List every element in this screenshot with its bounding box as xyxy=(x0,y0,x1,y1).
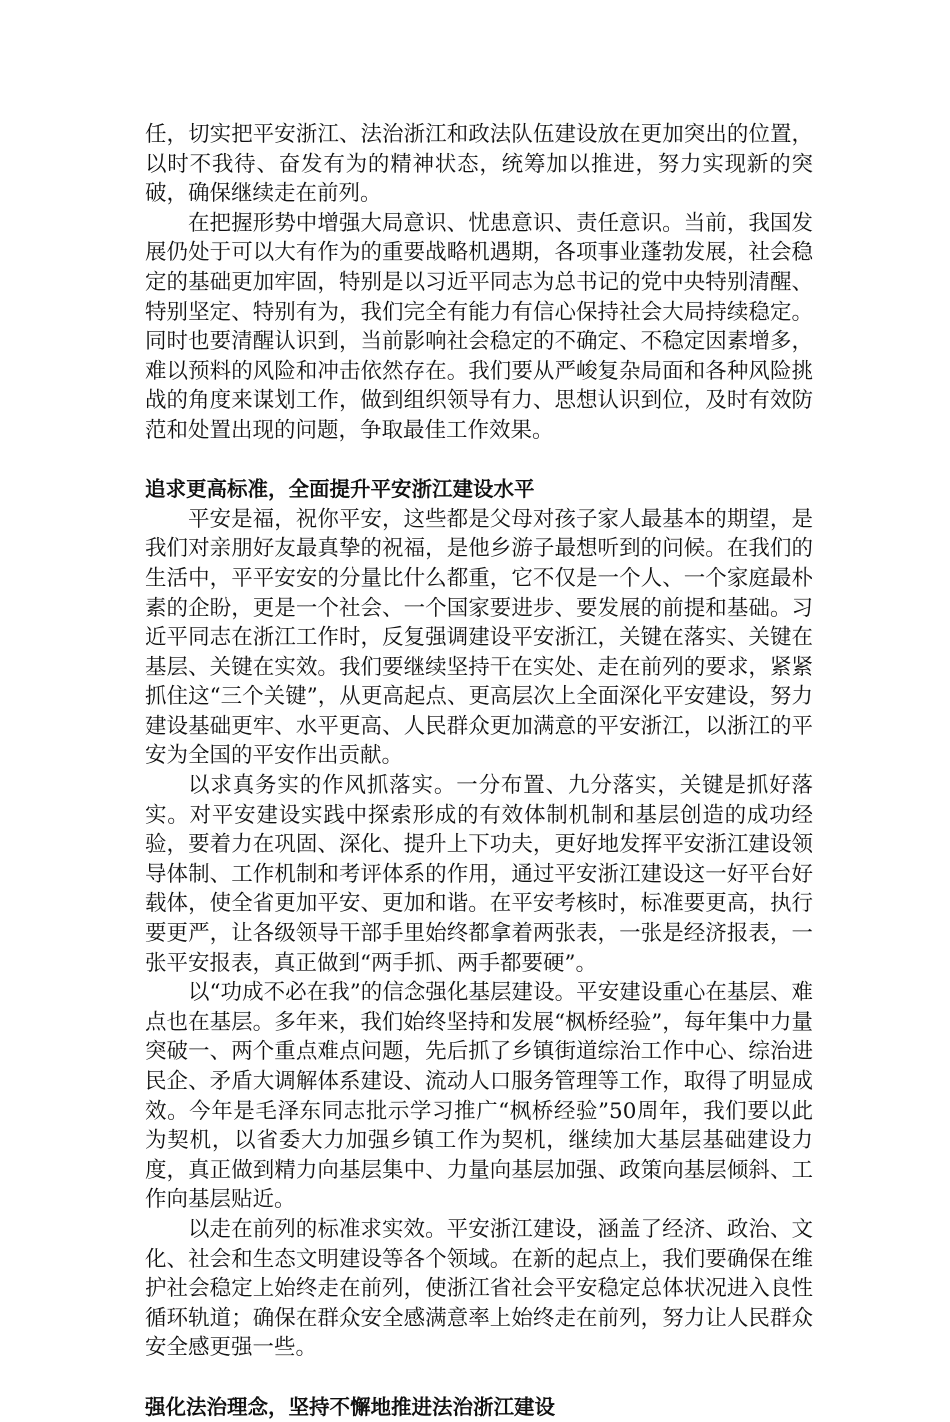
paragraph-situation-awareness: 在把握形势中增强大局意识、忧患意识、责任意识。当前，我国发展仍处于可以大有作为的重要战略机遇期，各项事业蓬勃发展，社会稳定的基础更加牢固，特别是以习近平同志为总书记的党中央特别清醒、特别坚定、特别有为，我们完全有能力有信心保持社会大局持续稳定。同时也要清醒认识到，当前影响社会稳定的不确定、不稳定因素增多，难以预料的风险和冲击依然存在。我们要从严峻复杂局面和各种风险挑战的角度来谋划工作，做到组织领导有力、思想认识到位，及时有效防范和处置出现的问题，争取最佳工作效果。 xyxy=(145,210,813,443)
document-page xyxy=(145,120,813,1422)
paragraph-implementation: 以求真务实的作风抓落实。一分布置、九分落实，关键是抓好落实。对平安建设实践中探索形成的有效体制机制和基层创造的成功经验，要着力在巩固、深化、提升上下功夫，更好地发挥平安浙江建设领导体制、工作机制和考评体系的作用，通过平安浙江建设这一好平台好载体，使全省更加平安、更加和谐。在平安考核时，标准要更高，执行要更严，让各级领导干部手里始终都拿着两张表，一张是经济报表，一张平安报表，真正做到“两手抓、两手都要硬”。 xyxy=(145,773,813,976)
section-heading-safe-zhejiang: 追求更高标准，全面提升平安浙江建设水平 xyxy=(145,477,535,502)
paragraph-grassroots: 以“功成不必在我”的信念强化基层建设。平安建设重心在基层、难点也在基层。多年来，我们始终坚持和发展“枫桥经验”，每年集中力量突破一、两个重点难点问题，先后抓了乡镇街道综治工作中心、综治进民企、矛盾大调解体系建设、流动人口服务管理等工作，取得了明显成效。今年是毛泽东同志批示学习推广“枫桥经验”50周年，我们要以此为契机，以省委大力加强乡镇工作为契机，继续加大基层基础建设力度，真正做到精力向基层集中、力量向基层加强、政策向基层倾斜、工作向基层贴近。 xyxy=(145,980,813,1213)
paragraph-safety-is-blessing: 平安是福，祝你平安，这些都是父母对孩子家人最基本的期望，是我们对亲朋好友最真挚的祝福，是他乡游子最想听到的问候。在我们的生活中，平平安安的分量比什么都重，它不仅是一个人、一个家庭最朴素的企盼，更是一个社会、一个国家要进步、要发展的前提和基础。习近平同志在浙江工作时，反复强调建设平安浙江，关键在落实、关键在基层、关键在实效。我们要继续坚持干在实处、走在前列的要求，紧紧抓住这“三个关键”，从更高起点、更高层次上全面深化平安建设，努力建设基础更牢、水平更高、人民群众更加满意的平安浙江，以浙江的平安为全国的平安作出贡献。 xyxy=(145,506,813,769)
paragraph-leading-standard: 以走在前列的标准求实效。平安浙江建设，涵盖了经济、政治、文化、社会和生态文明建设等各个领域。在新的起点上，我们要确保在维护社会稳定上始终走在前列，使浙江省社会平安稳定总体状况进入良性循环轨道；确保在群众安全感满意率上始终走在前列，努力让人民群众安全感更强一些。 xyxy=(145,1216,813,1361)
paragraph-continuation: 任，切实把平安浙江、法治浙江和政法队伍建设放在更加突出的位置，以时不我待、奋发有为的精神状态，统筹加以推进，努力实现新的突破，确保继续走在前列。 xyxy=(145,122,813,207)
section-heading-rule-of-law: 强化法治理念，坚持不懈地推进法治浙江建设 xyxy=(145,1394,555,1419)
